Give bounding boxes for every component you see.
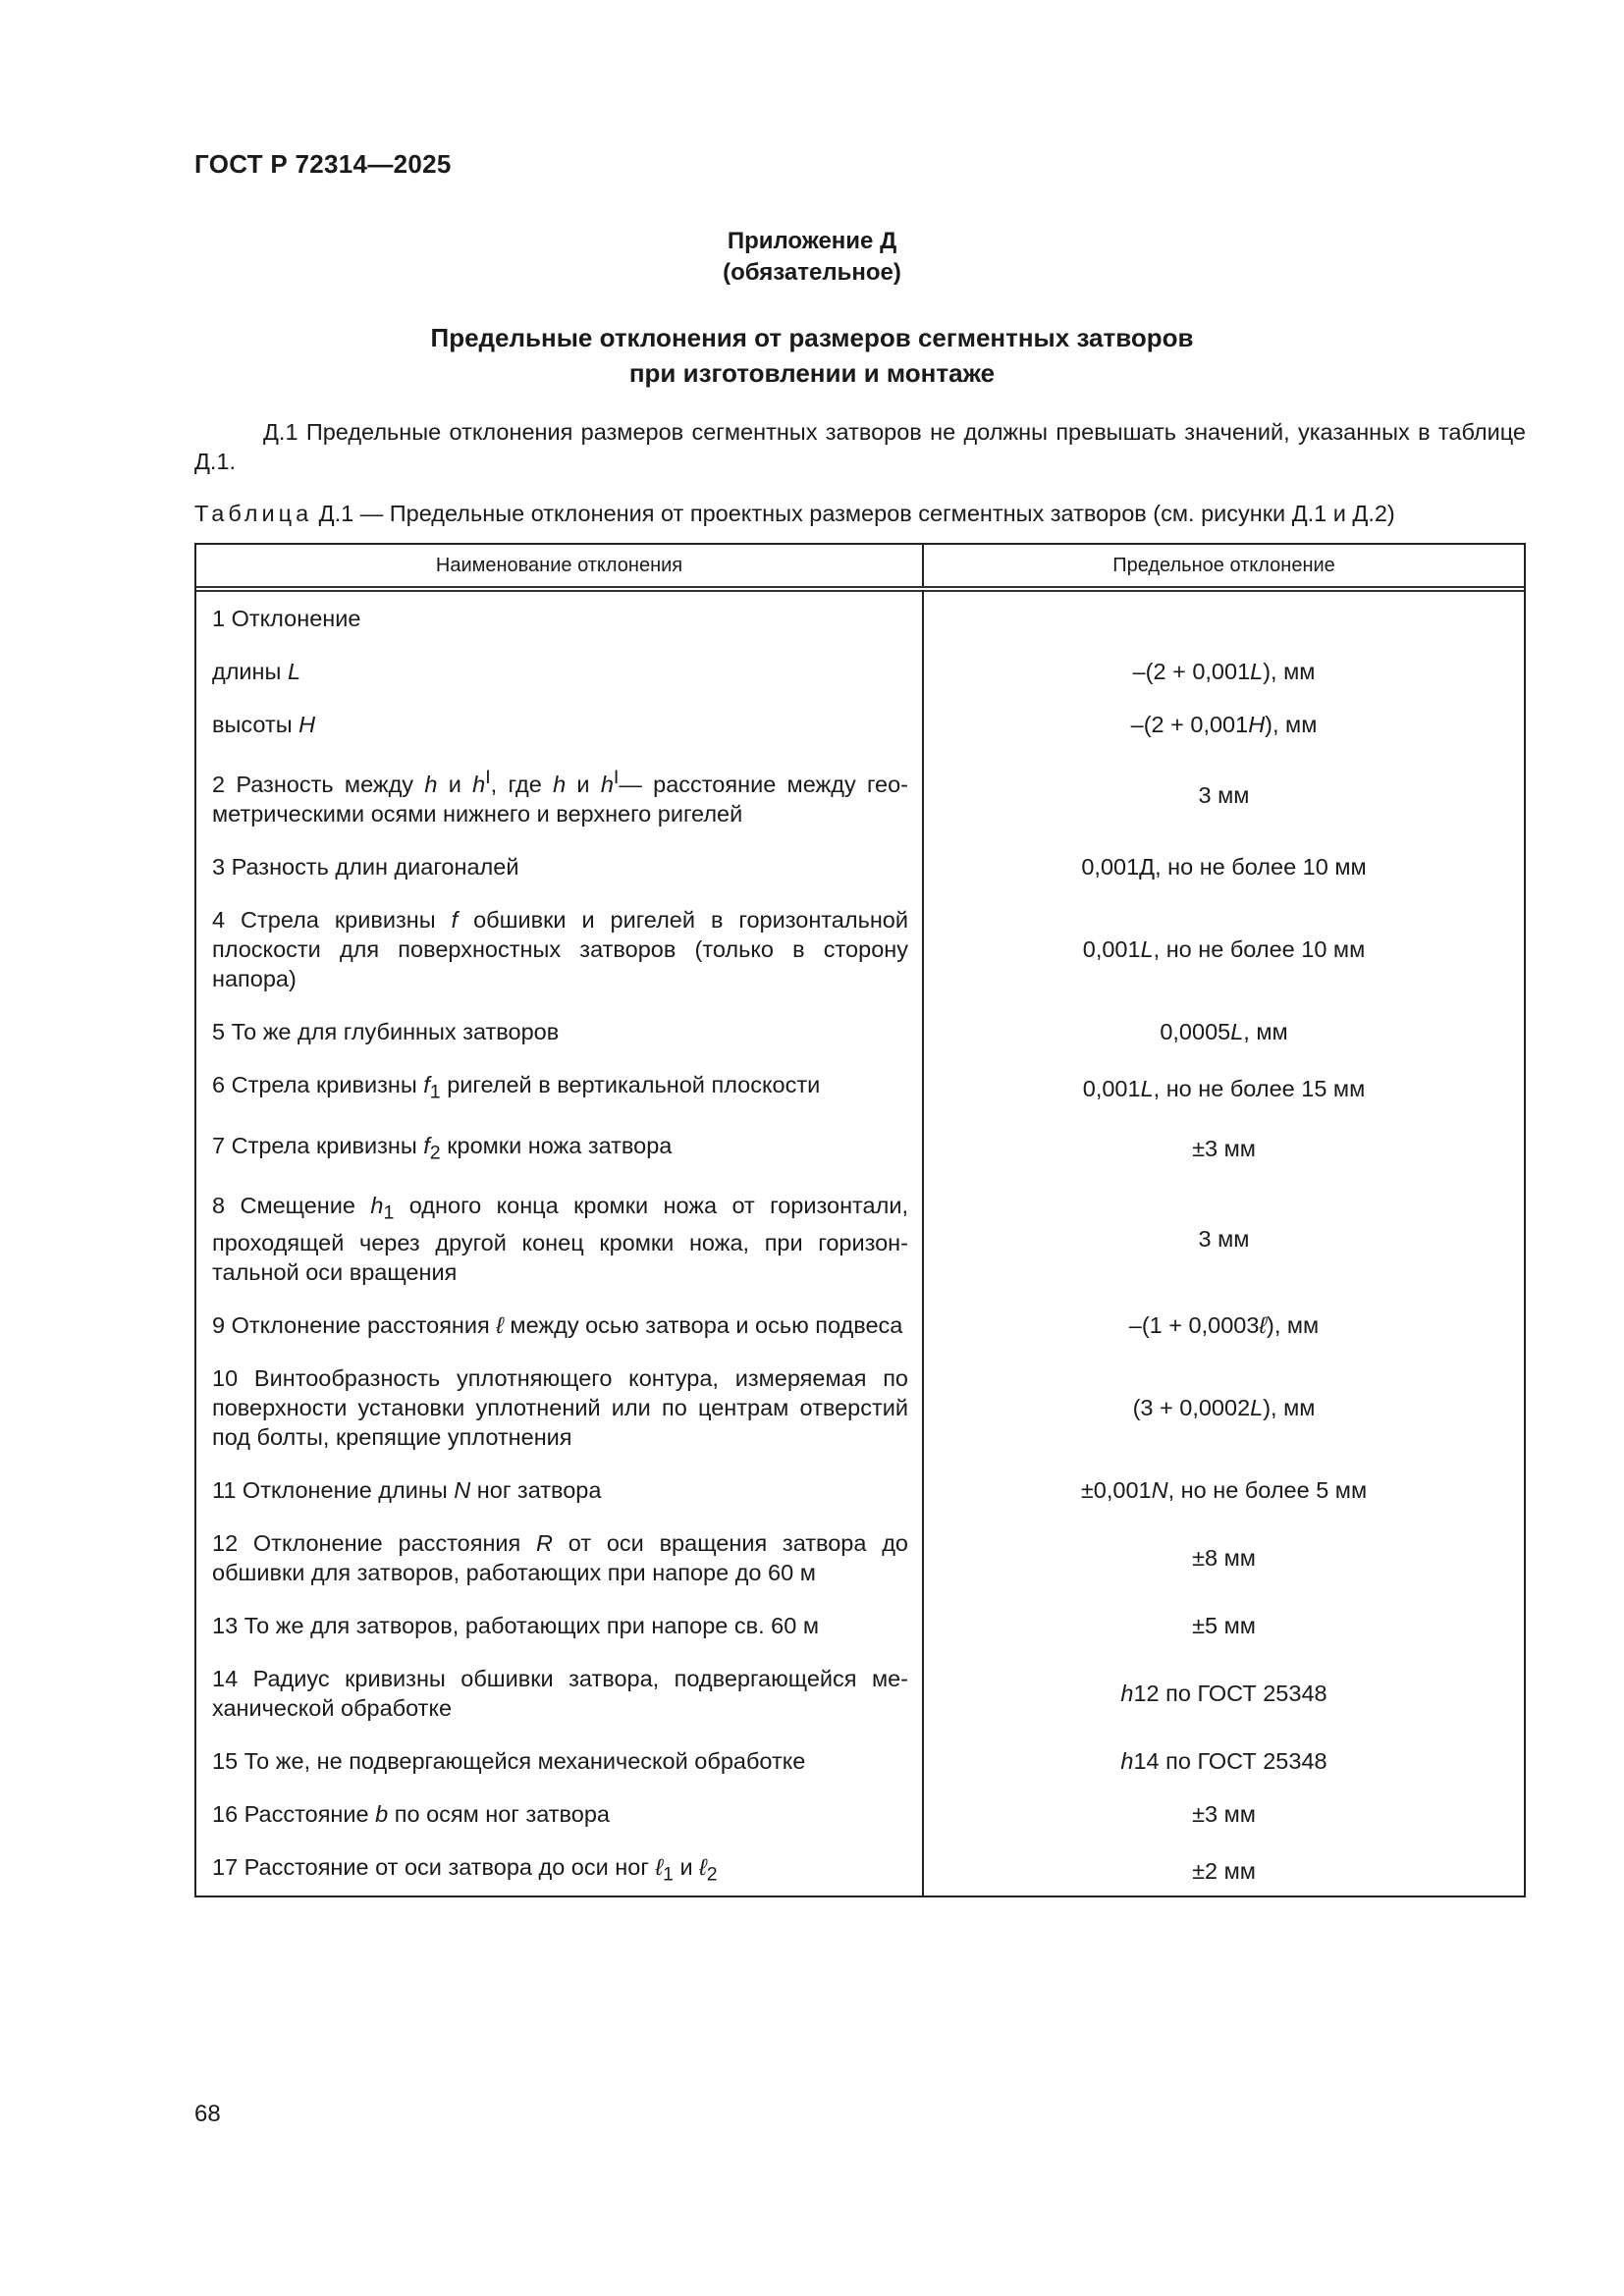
- deviation-name-cell: 11 Отклонение длины N ног затвора: [212, 1476, 602, 1503]
- limit-deviation-cell: ±3 мм: [1192, 1800, 1256, 1827]
- deviation-name-cell: 7 Стрела кривизны $f_2$ кромки ножа затвора: [212, 1132, 673, 1164]
- table-row: [196, 1740, 1524, 1776]
- deviation-name-cell: 4 Стрела кривизны f обшивки и ригелей в горизонтальной плоскости для поверхностных затворов (только в сторону напора): [212, 906, 909, 991]
- deviations-table: [194, 543, 1526, 1897]
- table-row: [196, 1011, 1524, 1046]
- table-row: [196, 598, 1524, 633]
- appendix-name: Приложение Д: [727, 228, 897, 254]
- table-row: [196, 1305, 1524, 1340]
- deviation-name-cell: 5 То же для глубинных затворов: [212, 1018, 560, 1044]
- table-header: [196, 545, 1524, 592]
- limit-deviation-cell: ±8 мм: [1192, 1544, 1256, 1571]
- limit-deviation-cell: 0,001Д, но не более 10 мм: [1081, 853, 1367, 880]
- appendix-heading: [0, 226, 1624, 289]
- column-divider: [922, 590, 924, 1896]
- limit-deviation-cell: –(2 + 0,001 L ), мм: [1132, 659, 1316, 684]
- limit-deviation-cell: 3 мм: [1198, 782, 1250, 809]
- deviation-name-cell: 17 Расстояние от оси затвора до оси ног ℓ$_1$ и ℓ$_2$: [212, 1853, 718, 1886]
- table-row: [196, 704, 1524, 739]
- deviation-name-cell: 14 Радиус кривизны обшивки затвора, подвергающейся механической обработке: [212, 1665, 908, 1721]
- deviation-name-cell: высоты H: [212, 712, 316, 737]
- deviation-name-cell: длины L: [212, 659, 301, 684]
- table-row: [196, 1125, 1524, 1168]
- appendix-status: (обязательное): [723, 259, 901, 286]
- table-row: [196, 757, 1524, 828]
- deviation-name-cell: 12 Отклонение расстояния R от оси вращения затвора до обшивки для затворов, работающих при напоре до 60 м: [212, 1529, 908, 1585]
- table-row: [196, 1064, 1524, 1107]
- deviation-name-cell: 16 Расстояние b по осям ног затвора: [212, 1800, 610, 1827]
- section-title: [0, 320, 1624, 391]
- limit-deviation-cell: –(2 + 0,001 H ), мм: [1130, 712, 1318, 737]
- table-row: [196, 1469, 1524, 1505]
- deviation-name-cell: 9 Отклонение расстояния ℓ между осью затвора и осью подвеса: [212, 1311, 903, 1338]
- table-row: [196, 846, 1524, 881]
- table-row: [196, 1605, 1524, 1640]
- table-row: [196, 651, 1524, 686]
- limit-deviation-cell: ±0,001 N , но не более 5 мм: [1080, 1476, 1368, 1503]
- table-row: [196, 1522, 1524, 1587]
- limit-deviation-cell: ±5 мм: [1192, 1612, 1256, 1638]
- limit-deviation-cell: [924, 598, 1524, 633]
- deviation-name-cell: 1 Отклонение: [212, 606, 361, 631]
- limit-deviation-cell: ±3 мм: [1192, 1136, 1256, 1162]
- intro-paragraph: Д.1 Предельные отклонения размеров сегментных затворов не должны превышать значений, указанных в таблице Д.1.: [194, 419, 1526, 474]
- table-row: [196, 1358, 1524, 1452]
- limit-deviation-cell: 3 мм: [1198, 1226, 1250, 1253]
- table-body: [196, 592, 1524, 1896]
- limit-deviation-cell: –(1 + 0,0003 ℓ ), мм: [1128, 1311, 1320, 1338]
- deviation-name-cell: 15 То же, не подвергающейся механической обработке: [212, 1747, 806, 1774]
- table-row: [196, 1846, 1524, 1890]
- header-deviation-name: Наименование отклонения: [196, 545, 924, 586]
- page-number: 68: [194, 2101, 221, 2127]
- limit-deviation-cell: h 12 по ГОСТ 25348: [1120, 1680, 1327, 1706]
- deviation-name-cell: 13 То же для затворов, работающих при напоре св. 60 м: [212, 1612, 820, 1638]
- deviation-name-cell: 3 Разность длин диагоналей: [212, 853, 519, 880]
- table-caption: [194, 499, 1549, 528]
- limit-deviation-cell: ±2 мм: [1192, 1857, 1256, 1884]
- table-row: [196, 1658, 1524, 1723]
- table-row: [196, 1793, 1524, 1829]
- table-caption-text: Д.1 — Предельные отклонения от проектных размеров сегментных затворов (см. рисунки Д.1 и Д.2): [312, 501, 1395, 526]
- document-code: ГОСТ Р 72314—2025: [194, 149, 452, 179]
- limit-deviation-cell: 0,001 L , но не более 10 мм: [1082, 935, 1366, 962]
- table-row: [196, 899, 1524, 993]
- section-title-line-2: при изготовлении и монтаже: [628, 358, 996, 388]
- table-caption-label: Таблица: [194, 501, 313, 526]
- table-row: [196, 1185, 1524, 1287]
- limit-deviation-cell: (3 + 0,0002 L ), мм: [1132, 1394, 1316, 1420]
- section-title-line-1: Предельные отклонения от размеров сегментных затворов: [430, 323, 1194, 352]
- deviation-name-cell: 8 Смещение $h_1$ одного конца кромки ножа от горизонтали, проходящей через другой конец кромки ножа, при горизонтальной оси вращения: [212, 1193, 908, 1285]
- deviation-name-cell: 6 Стрела кривизны $f_1$ ригелей в вертикальной плоскости: [212, 1071, 821, 1103]
- header-limit-deviation: Предельное отклонение: [1112, 554, 1335, 576]
- deviation-name-cell: 2 Разность между h и $h^I$, где h и $h^I—$ расстояние между геометрическими осями нижнего и верхнего ригелей: [212, 767, 908, 827]
- limit-deviation-cell: 0,0005 L , мм: [1160, 1018, 1288, 1044]
- limit-deviation-cell: 0,001 L , но не более 15 мм: [1082, 1075, 1366, 1101]
- deviation-name-cell: 10 Винтообразность уплотняющего контура, измеряемая по поверхности установки уплотнений или по центрам отверстий под болты, крепящие уплотнения: [212, 1364, 908, 1450]
- limit-deviation-cell: h 14 по ГОСТ 25348: [1120, 1747, 1327, 1774]
